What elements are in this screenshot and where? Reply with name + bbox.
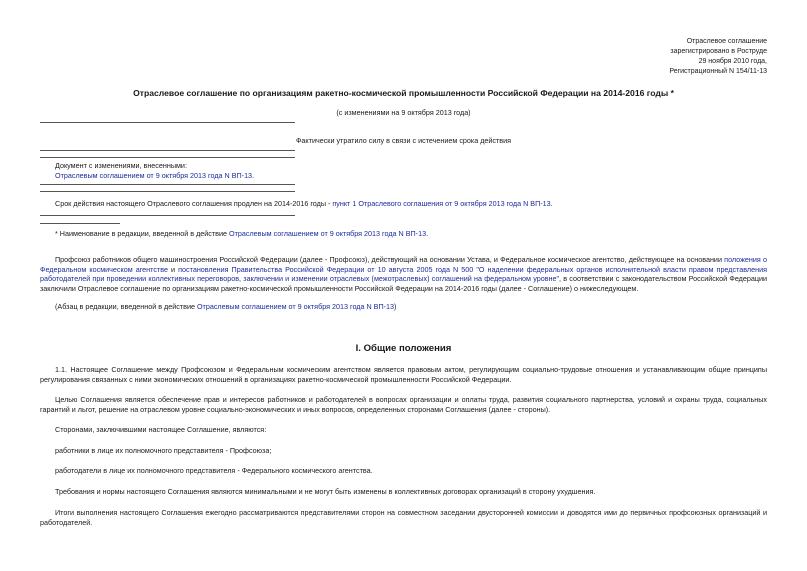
amended-note: (с изменениями на 9 октября 2013 года) xyxy=(336,108,471,117)
registration-line-1: Отраслевое соглашение xyxy=(686,38,767,45)
paragraph-results: Итоги выполнения настоящего Соглашения ежегодно рассматриваются представителями сторон на совместном заседании двусторонней комиссии и доводятся ими до первичных профсоюзных организаций и работодателей. xyxy=(40,508,767,527)
divider xyxy=(40,215,295,216)
period: . xyxy=(426,229,429,238)
extension-text: Срок действия настоящего Отраслевого соглашения продлен на 2014-2016 годы - xyxy=(55,199,333,208)
footnote-divider xyxy=(40,223,120,224)
expired-note: Фактически утратило силу в связи с истечением срока действия xyxy=(295,136,512,145)
divider xyxy=(40,157,295,158)
agency-regulation-link[interactable]: положения о Федеральном космическом агентстве xyxy=(40,255,767,274)
paragraph-requirements: Требования и нормы настоящего Соглашения являются минимальными и не могут быть изменены в коллективных договорах организаций в сторону ухудшения. xyxy=(55,487,596,496)
registration-line-3: 29 ноября 2010 года, xyxy=(698,57,767,65)
extension-note xyxy=(55,199,553,209)
divider xyxy=(40,122,295,123)
preamble-text-3: , в соответствии с законодательством Российской Федерации заключили Отраслевое соглашение по организациям ракетно-космической промышленности Российской Федерации на 2014-2016 годы (далее - Соглашение) о нижеследующем. xyxy=(40,274,767,293)
preamble-text-2: и xyxy=(167,264,179,274)
divider xyxy=(40,184,295,185)
paragraph-1-1: 1.1. Настоящее Соглашение между Профсоюзом и Федеральным космическим агентством является правовым актом, регулирующим социально-трудовые отношения и устанавливающим общие принципы регулирования связанных с ними экономических отношений в организациях ракетно-космической промышленности Российской Федерации. xyxy=(40,365,767,384)
amendment-text: (Абзац в редакции, введенной в действие xyxy=(55,302,197,311)
paragraph-goal: Целью Соглашения является обеспечение прав и интересов работников и работодателей в вопросах организации и оплаты труда, развития социального партнерства, условий и охраны труда, социальных гарантий и льгот, решение на отраслевом уровне социально-экономических и иных вопросов, определенных сторонами Соглашения (далее - стороны). xyxy=(40,395,767,414)
paragraph-workers: работники в лице их полномочного представителя - Профсоюза; xyxy=(55,446,272,455)
registration-block xyxy=(669,37,767,77)
document-title: Отраслевое соглашение по организациям ракетно-космической промышленности Российской Федерации на 2014-2016 годы * xyxy=(133,88,674,98)
changes-link[interactable]: Отраслевым соглашением от 9 октября 2013 года N ВП-13 xyxy=(55,171,253,180)
extension-link[interactable]: пункт 1 Отраслевого соглашения от 9 октября 2013 года N ВП-13 xyxy=(332,199,551,208)
registration-line-4: Регистрационный N 154/11-13 xyxy=(669,67,767,75)
divider xyxy=(40,150,295,151)
footnote-text: * Наименование в редакции, введенной в действие xyxy=(55,229,230,238)
changes-label: Документ с изменениями, внесенными: xyxy=(55,161,187,170)
period: . xyxy=(252,171,255,180)
amendment-note xyxy=(55,302,396,312)
divider xyxy=(40,191,295,192)
paragraph-employers: работодатели в лице их полномочного представителя - Федерального космического агентства. xyxy=(55,466,373,475)
preamble-paragraph xyxy=(40,255,767,293)
preamble-text-1: Профсоюз работников общего машиностроения Российской Федерации (далее - Профсоюз), действующий на основании Устава, и Федеральное космическое агентство, действующее на основании xyxy=(55,255,725,264)
amendment-link[interactable]: Отраслевым соглашением от 9 октября 2013 года N ВП-13 xyxy=(196,302,395,311)
footnote-link[interactable]: Отраслевым соглашением от 9 октября 2013 года N ВП-13 xyxy=(229,229,427,238)
period: . xyxy=(550,199,553,208)
paragraph-parties: Сторонами, заключившими настоящее Соглашение, являются: xyxy=(55,425,267,434)
footnote xyxy=(55,229,428,239)
registration-line-2: зарегистрировано в Роструде xyxy=(670,47,767,55)
changes-block xyxy=(55,171,254,181)
section-heading: I. Общие положения xyxy=(355,343,452,354)
amendment-end: ) xyxy=(394,302,397,311)
government-decree-link[interactable]: постановления Правительства Российской Федерации от 10 августа 2005 года N 500 "О наделении федеральных органов исполнительной власти правом представления работодателей при проведении коллективных переговоров, заключении и изменении отраслевых (межотраслевых) соглашений на федеральном уровне" xyxy=(40,264,767,283)
